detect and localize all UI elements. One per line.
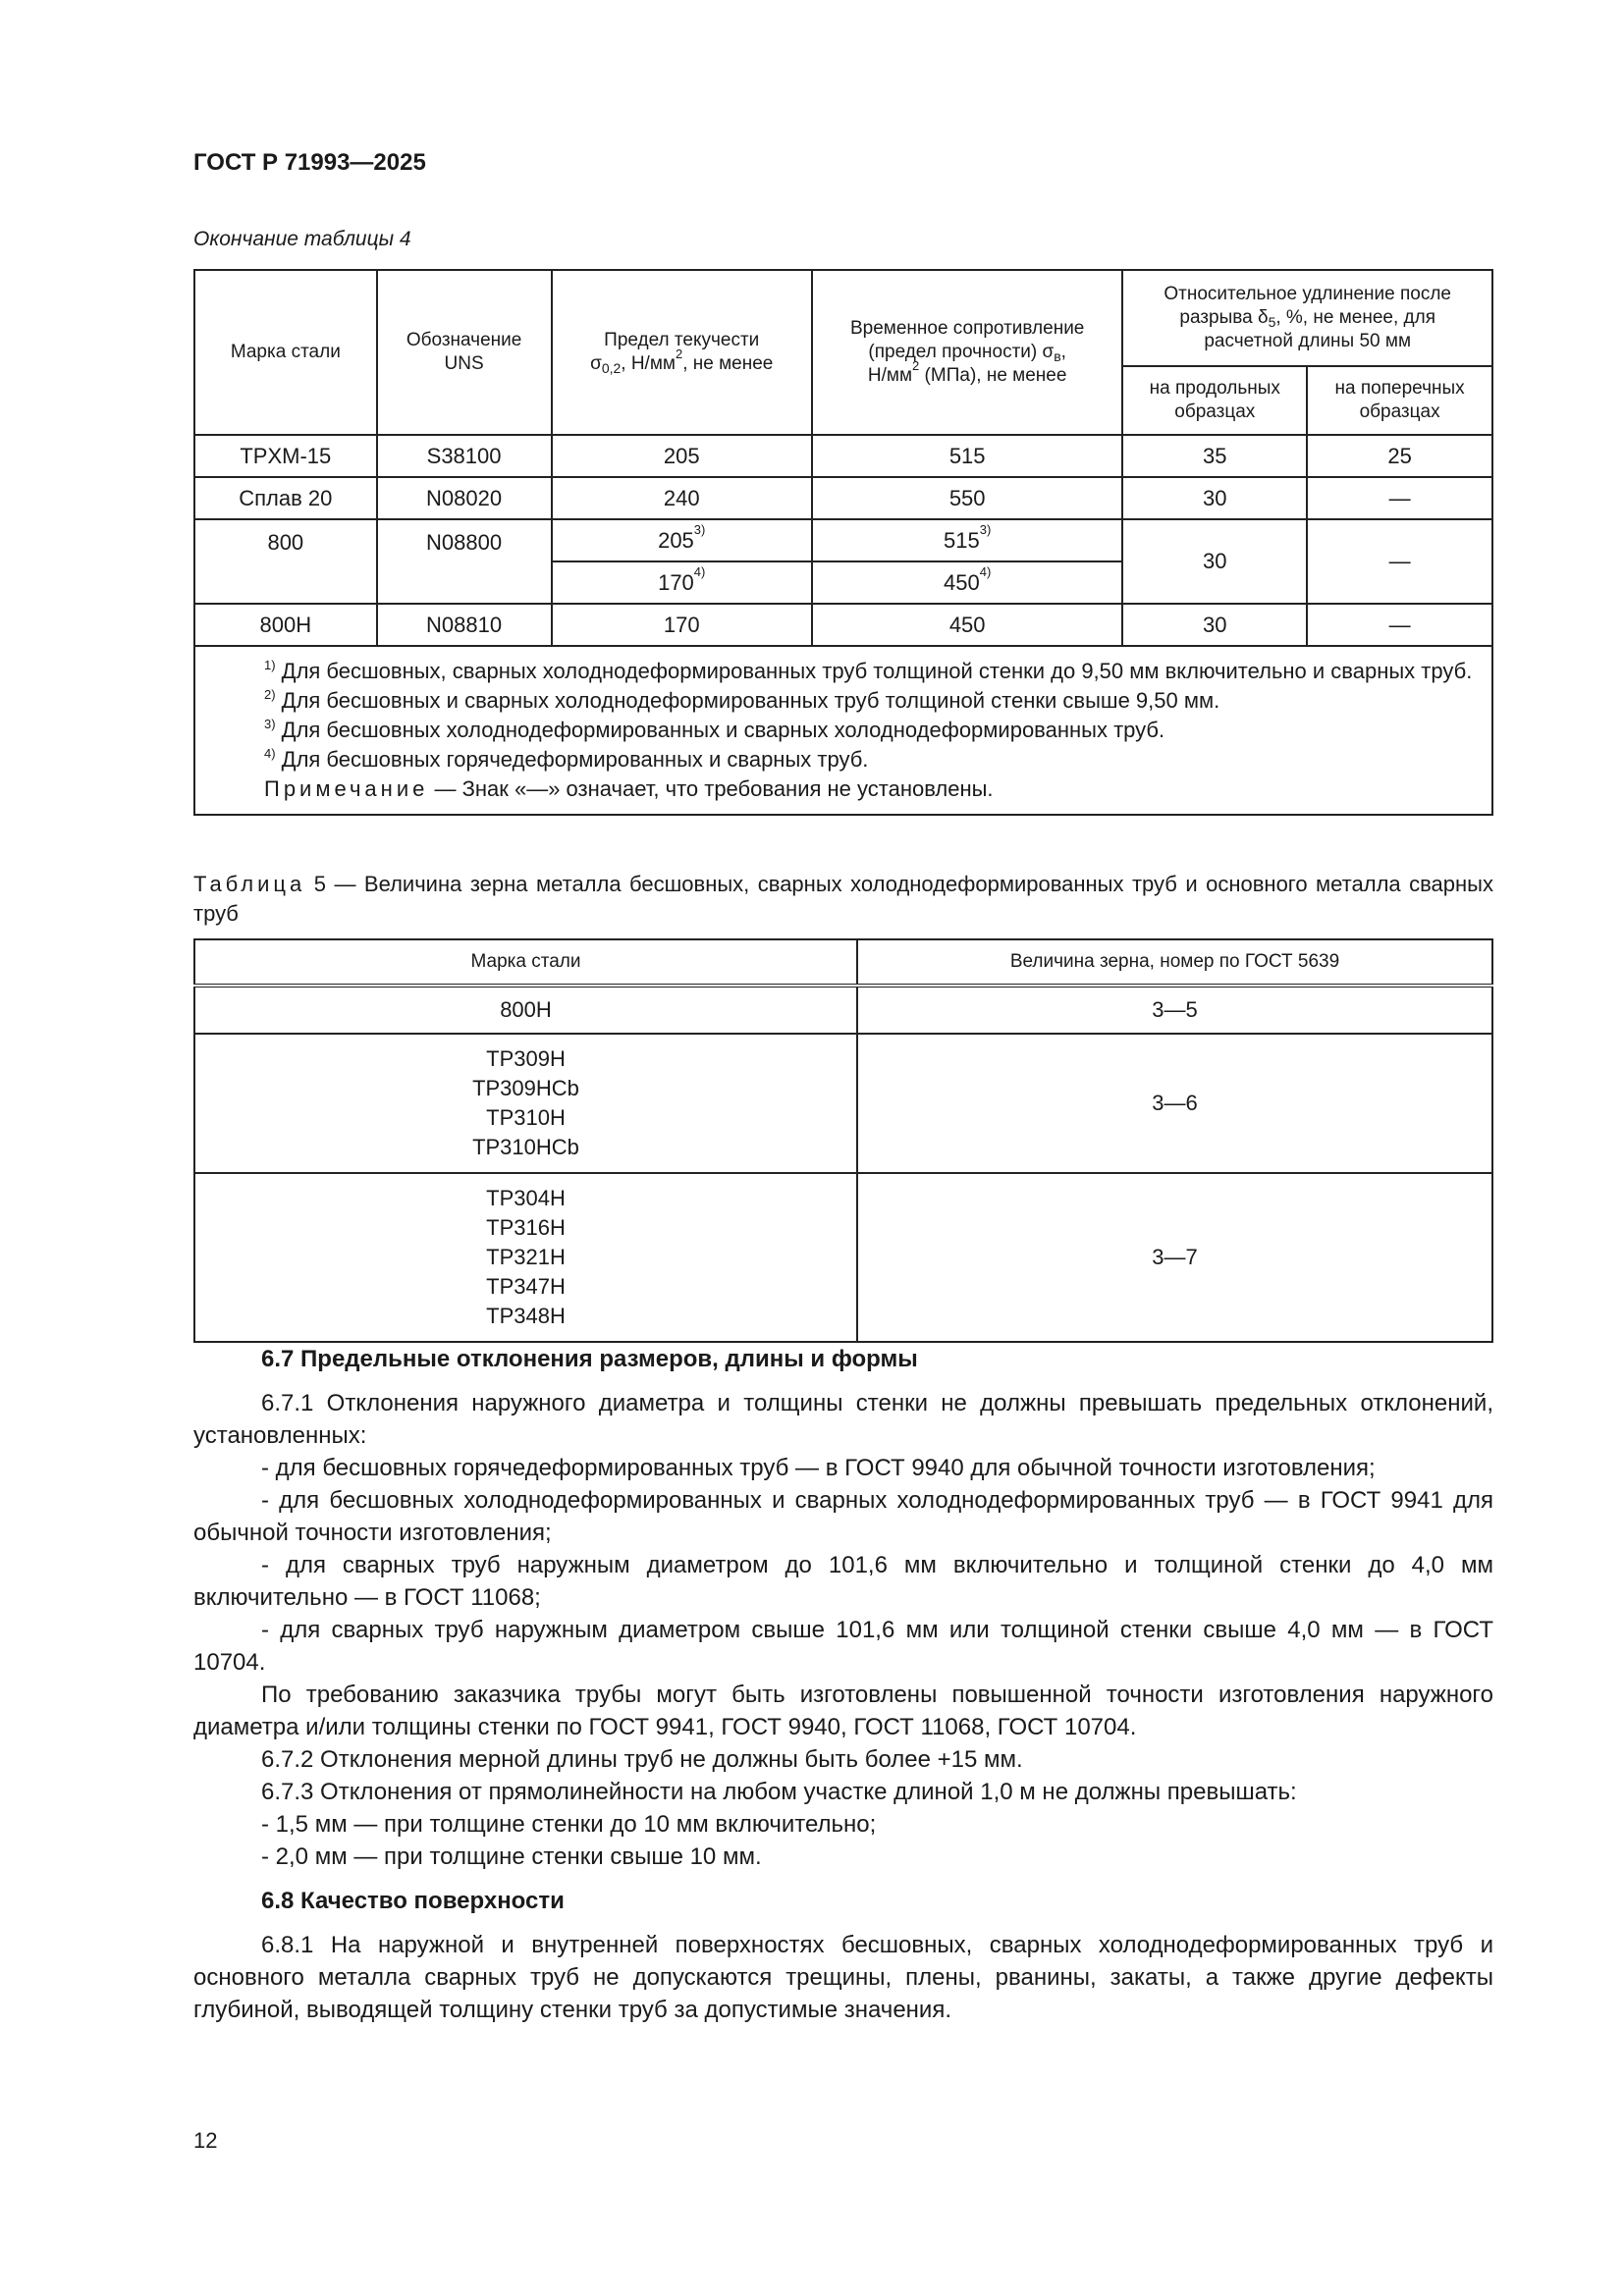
table-row — [194, 986, 1492, 1034]
paragraph: 6.8.1 На наружной и внутренней поверхностях бесшовных, сварных холоднодеформированных труб и основного металла сварных труб не допускаются трещины, плены, рванины, закаты, а также другие дефекты глубиной, выводящей толщину стенки труб за допустимые значения. — [193, 1932, 1493, 2023]
list-item: - для сварных труб наружным диаметром свыше 101,6 мм или толщиной стенки свыше 4,0 мм — в ГОСТ 10704. — [193, 1617, 1493, 1676]
table-row — [194, 435, 1492, 477]
list-item: - для бесшовных холоднодеформированных и сварных холоднодеформированных труб — в ГОСТ 9941 для обычной точности изготовления; — [193, 1487, 1493, 1546]
cell-grades: TP304H TP316H TP321H TP347H TP348H — [194, 1173, 857, 1342]
cell-transverse: — — [1307, 604, 1492, 646]
page-number: 12 — [193, 2128, 218, 2153]
table-row — [194, 1034, 1492, 1173]
table-row — [194, 1173, 1492, 1342]
cell-grades: 800H — [194, 986, 857, 1034]
cell-grade: TPXM-15 — [194, 435, 377, 477]
cell-grades: TP309H TP309HCb TP310H TP310HCb — [194, 1034, 857, 1173]
footnote-4: $^{4)}$ Для бесшовных горячедеформированных и сварных труб. — [264, 746, 869, 772]
header-uns: Обозначение UNS — [377, 270, 552, 435]
paragraph: 6.7.3 Отклонения от прямолинейности на любом участке длиной 1,0 м не должны превышать: — [261, 1779, 1297, 1805]
cell-transverse: 25 — [1307, 435, 1492, 477]
cell-yield: 170 — [552, 604, 812, 646]
cell-tensile: 450$^{4)}$ — [812, 561, 1122, 604]
table5-caption: Таблица 5 — Величина зерна металла бесшовных, сварных холоднодеформированных труб и основного металла сварных труб — [193, 872, 1493, 926]
cell-yield: 205 — [552, 435, 812, 477]
paragraph: По требованию заказчика трубы могут быть изготовлены повышенной точности изготовления наружного диаметра и/или толщины стенки по ГОСТ 9941, ГОСТ 9940, ГОСТ 11068, ГОСТ 10704. — [193, 1682, 1493, 1740]
cell-transverse: — — [1307, 519, 1492, 604]
cell-yield: 240 — [552, 477, 812, 519]
cell-tensile: 515$^{3)}$ — [812, 519, 1122, 561]
document-code: ГОСТ Р 71993—2025 — [193, 149, 426, 176]
cell-grade: Сплав 20 — [194, 477, 377, 519]
list-item: - для бесшовных горячедеформированных труб — в ГОСТ 9940 для обычной точности изготовления; — [261, 1455, 1376, 1481]
header-transverse: на поперечных образцах — [1307, 366, 1492, 435]
list-item: - 1,5 мм — при толщине стенки до 10 мм включительно; — [261, 1811, 877, 1838]
table4 — [193, 269, 1493, 816]
cell-grade: 800 — [194, 519, 377, 604]
cell-uns: N08800 — [377, 519, 552, 604]
cell-grain: 3—6 — [857, 1034, 1492, 1173]
table-row — [194, 519, 1492, 561]
cell-grain: 3—7 — [857, 1173, 1492, 1342]
paragraph: 6.7.1 Отклонения наружного диаметра и толщины стенки не должны превышать предельных отклонений, установленных: — [193, 1390, 1493, 1449]
section-heading: 6.7 Предельные отклонения размеров, длины и формы — [261, 1346, 918, 1372]
header-longitudinal: на продольных образцах — [1122, 366, 1307, 435]
cell-yield: 205$^{3)}$ — [552, 519, 812, 561]
footnote-2: $^{2)}$ Для бесшовных и сварных холоднодеформированных труб толщиной стенки свыше 9,50 мм. — [264, 687, 1220, 713]
table-remark: Примечание — Знак «—» означает, что требования не установлены. — [264, 776, 994, 801]
table4-footnotes — [194, 646, 1492, 815]
header-grain-size: Величина зерна, номер по ГОСТ 5639 — [857, 939, 1492, 986]
cell-grade: 800H — [194, 604, 377, 646]
header-yield: Предел текучести $\sigma_{0,2}$, $Н/мм^2$, не менее — [552, 270, 812, 435]
cell-tensile: 550 — [812, 477, 1122, 519]
table-row — [194, 477, 1492, 519]
cell-longitudinal: 30 — [1122, 477, 1307, 519]
section-6-8 — [193, 1885, 1493, 2026]
cell-longitudinal: 30 — [1122, 519, 1307, 604]
footnote-1: $^{1)}$ Для бесшовных, сварных холоднодеформированных труб толщиной стенки до 9,50 мм включительно и сварных труб. — [264, 658, 1473, 683]
cell-longitudinal: 30 — [1122, 604, 1307, 646]
cell-uns: N08020 — [377, 477, 552, 519]
header-tensile: Временное сопротивление (предел прочности) $\sigma_в$, $Н/мм^2$ (МПа), не менее — [812, 270, 1122, 435]
table-row — [194, 604, 1492, 646]
cell-uns: S38100 — [377, 435, 552, 477]
cell-grain: 3—5 — [857, 986, 1492, 1034]
cell-yield: 170$^{4)}$ — [552, 561, 812, 604]
table5 — [193, 938, 1493, 1343]
list-item: - 2,0 мм — при толщине стенки свыше 10 мм. — [261, 1843, 762, 1870]
cell-tensile: 515 — [812, 435, 1122, 477]
paragraph: 6.7.2 Отклонения мерной длины труб не должны быть более +15 мм. — [261, 1746, 1023, 1773]
header-steel-grade: Марка стали — [194, 939, 857, 986]
section-6-7 — [193, 1343, 1493, 1873]
header-elongation: Относительное удлинение после разрыва $\delta_5$, %, не менее, для расчетной длины 50 мм — [1122, 270, 1492, 366]
table4-continuation-caption: Окончание таблицы 4 — [193, 228, 411, 250]
section-heading: 6.8 Качество поверхности — [261, 1888, 565, 1914]
cell-longitudinal: 35 — [1122, 435, 1307, 477]
header-steel-grade: Марка стали — [194, 270, 377, 435]
cell-tensile: 450 — [812, 604, 1122, 646]
list-item: - для сварных труб наружным диаметром до 101,6 мм включительно и толщиной стенки до 4,0 мм включительно — в ГОСТ 11068; — [193, 1552, 1493, 1611]
cell-transverse: — — [1307, 477, 1492, 519]
cell-uns: N08810 — [377, 604, 552, 646]
footnote-3: $^{3)}$ Для бесшовных холоднодеформированных и сварных холоднодеформированных труб. — [264, 717, 1165, 742]
